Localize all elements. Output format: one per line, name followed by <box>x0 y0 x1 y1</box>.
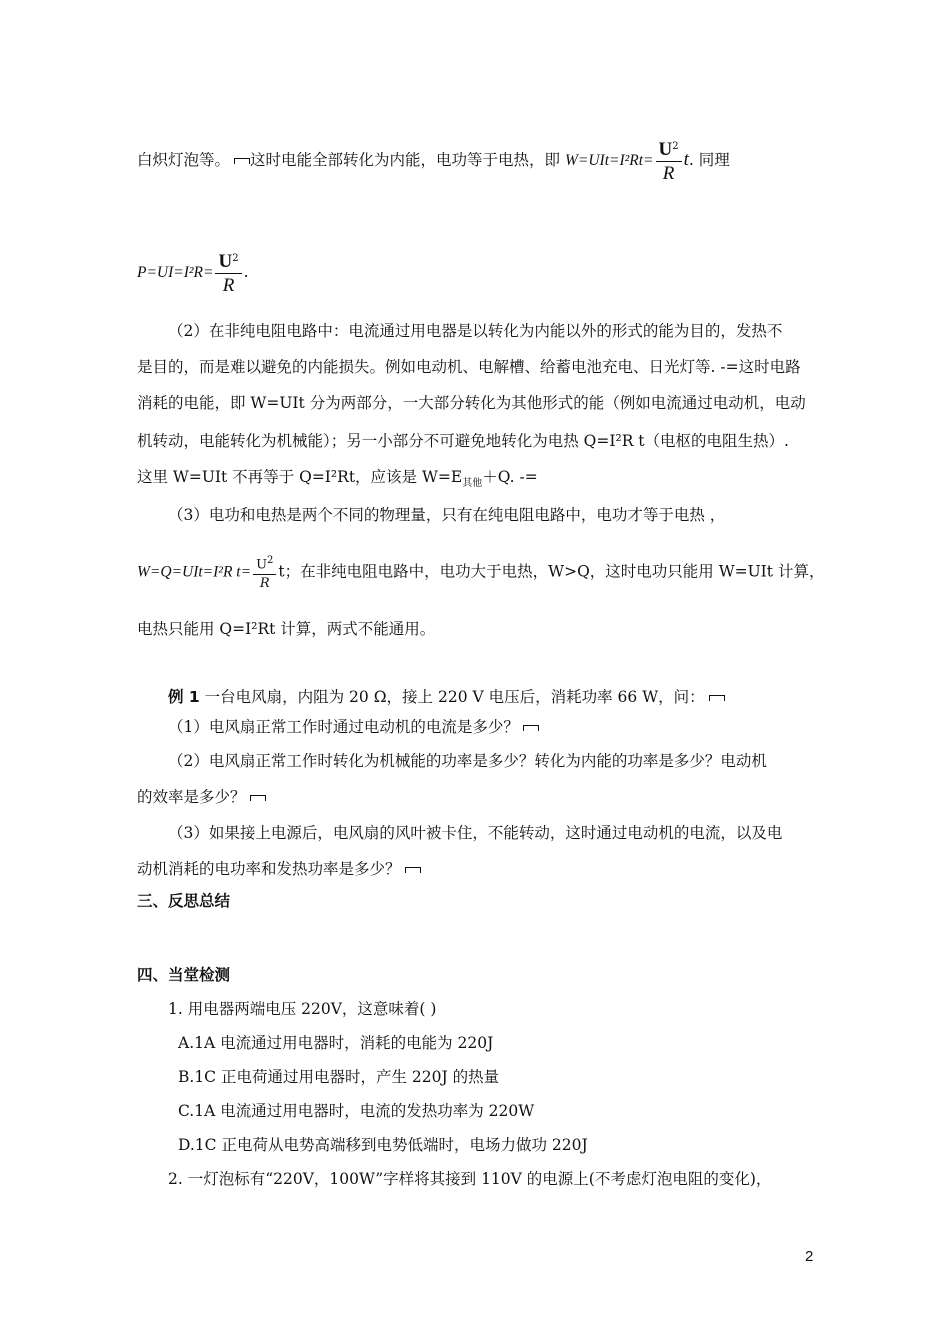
quiz-question: 1. 用电器两端电压 220V，这意味着( ) <box>168 1000 437 1018</box>
text-line: 电热只能用 Q=I²Rt 计算，两式不能通用。 <box>137 620 436 638</box>
page-number: 2 <box>805 1248 814 1265</box>
text-fragment: ＋Q. -= <box>482 468 538 486</box>
fraction-denominator: R <box>222 275 235 297</box>
subscript: 其他 <box>462 478 483 490</box>
exponent: 2 <box>267 555 274 566</box>
formula: P=UI=I²R= <box>137 264 214 282</box>
example-text: 一台电风扇，内阻为 20 Ω，接上 220 V 电压后，消耗功率 66 W，问： <box>204 688 705 706</box>
formula: W=UIt=I²Rt= <box>564 152 654 170</box>
question-line: （3）如果接上电源后，电风扇的风叶被卡住，不能转动，这时通过电动机的电流，以及电 <box>168 824 783 842</box>
edit-mark <box>709 695 725 701</box>
fraction <box>656 136 682 186</box>
text-fragment: . <box>243 263 249 282</box>
question-line <box>137 858 421 880</box>
exponent: 2 <box>232 253 239 264</box>
fraction-denominator: R <box>259 576 270 592</box>
text-fragment: 白炽灯泡等。 <box>137 151 231 170</box>
text-line <box>137 248 249 298</box>
text-line: 是目的，而是难以避免的内能损失。例如电动机、电解槽、给蓄电池充电、日光灯等. -=这时电路 <box>137 358 801 376</box>
text-fragment: t；在非纯电阻电路中，电功大于电热，W>Q，这时电功只能用 W=UIt 计算， <box>278 562 825 581</box>
fraction <box>215 248 241 298</box>
question-line <box>137 786 266 808</box>
edit-mark <box>234 158 250 164</box>
fraction-numerator: U <box>658 139 673 161</box>
text-line <box>137 136 730 186</box>
fraction-numerator: U <box>256 557 268 573</box>
question-text: （1）电风扇正常工作时通过电动机的电流是多少？ <box>168 718 519 736</box>
text-line: 机转动，电能转化为机械能）；另一小部分不可避免地转化为电热 Q=I²R t（电枢的电阻生热）. <box>137 432 789 450</box>
quiz-question: 2. 一灯泡标有“220V，100W”字样将其接到 110V 的电源上(不考虑灯泡电阻的变化)， <box>168 1170 772 1188</box>
exponent: 2 <box>672 141 679 152</box>
fraction <box>253 552 276 593</box>
formula: t <box>683 149 689 171</box>
quiz-option: A.1A 电流通过用电器时，消耗的电能为 220J <box>178 1034 494 1052</box>
section-heading: 三、反思总结 <box>137 892 231 910</box>
example-line <box>168 686 725 708</box>
question-text: 的效率是多少？ <box>137 788 246 806</box>
fraction-denominator: R <box>662 163 675 185</box>
text-line <box>137 466 538 495</box>
edit-mark <box>250 795 266 801</box>
quiz-option: B.1C 正电荷通过用电器时，产生 220J 的热量 <box>178 1068 500 1086</box>
question-line: （2）电风扇正常工作时转化为机械能的功率是多少？转化为内能的功率是多少？电动机 <box>168 752 767 770</box>
text-line: （3）电功和电热是两个不同的物理量，只有在纯电阻电路中，电功才等于电热 ， <box>168 506 726 524</box>
quiz-option: C.1A 电流通过用电器时，电流的发热功率为 220W <box>178 1102 535 1120</box>
question-text: 动机消耗的电功率和发热功率是多少？ <box>137 860 401 878</box>
edit-mark <box>405 867 421 873</box>
text-line: 消耗的电能，即 W=UIt 分为两部分，一大部分转化为其他形式的能（例如电流通过电动机，电动 <box>137 394 806 412</box>
example-label: 例 1 <box>168 688 200 706</box>
text-line <box>137 552 824 593</box>
question-line <box>168 716 539 738</box>
text-fragment: 这里 W=UIt 不再等于 Q=I²Rt，应该是 W=E <box>137 468 463 486</box>
text-fragment: . 同理 <box>688 151 730 170</box>
edit-mark <box>523 725 539 731</box>
fraction-numerator: U <box>218 251 233 273</box>
quiz-option: D.1C 正电荷从电势高端移到电势低端时，电场力做功 220J <box>178 1136 588 1154</box>
text-fragment: 这时电能全部转化为内能，电功等于电热，即 <box>250 151 561 170</box>
text-line: （2）在非纯电阻电路中：电流通过用电器是以转化为内能以外的形式的能为目的，发热不 <box>168 322 783 340</box>
formula: W=Q=UIt=I²R t= <box>137 563 252 581</box>
section-heading: 四、当堂检测 <box>137 966 231 984</box>
